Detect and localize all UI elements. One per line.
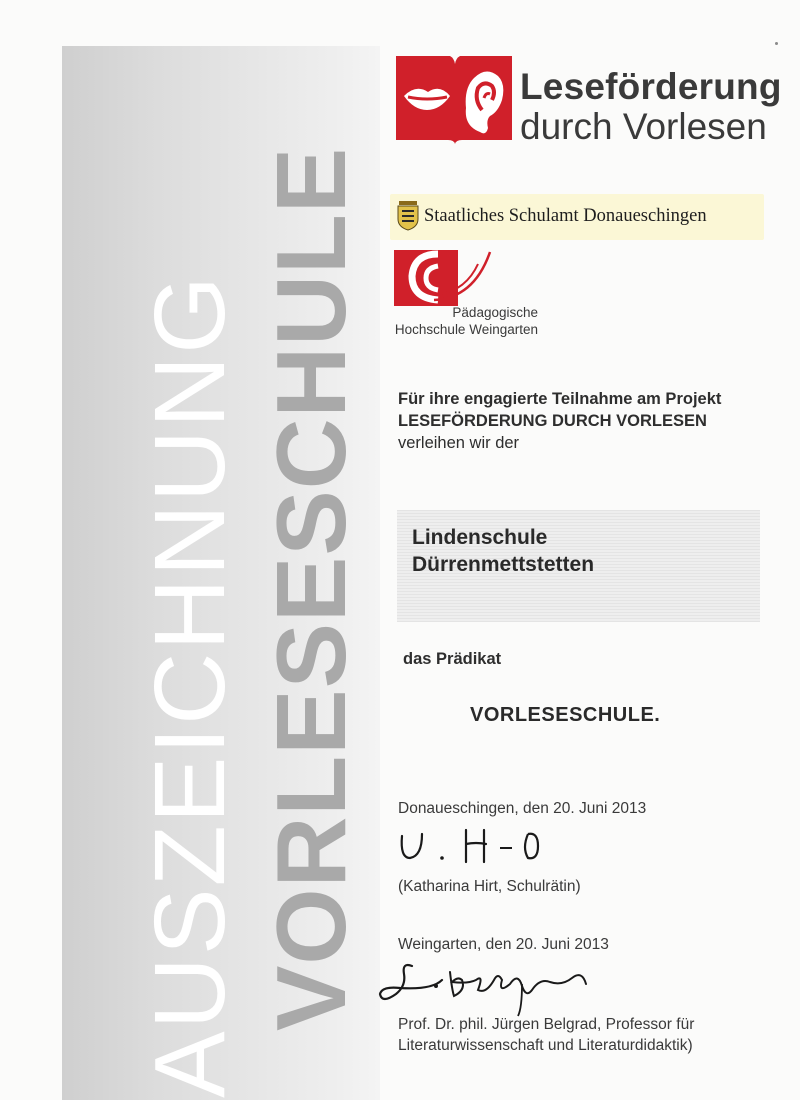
signer-2-line2: Literaturwissenschaft und Literaturdidaktik) <box>398 1037 693 1054</box>
leseforderung-logo <box>394 52 782 152</box>
lese-title-line2: durch Vorlesen <box>520 106 767 147</box>
ph-line1: Pädagogische <box>452 305 538 320</box>
signature-2-icon <box>372 950 612 1020</box>
side-title-bold: VORLESESCHULE <box>256 146 366 1031</box>
ph-weingarten-name <box>395 304 538 338</box>
scan-speck <box>775 42 778 45</box>
school-name <box>412 524 594 578</box>
side-title-band <box>62 46 380 1100</box>
place-date-1: Donaueschingen, den 20. Juni 2013 <box>398 800 647 817</box>
schulamt-name: Staatliches Schulamt Donaueschingen <box>424 206 707 226</box>
intro-line1: Für ihre engagierte Teilnahme am Projekt <box>398 390 722 408</box>
school-line2: Dürrenmettstetten <box>412 553 595 576</box>
coat-of-arms-icon <box>396 201 420 231</box>
place-date-2: Weingarten, den 20. Juni 2013 <box>398 936 609 953</box>
lese-title-line1: Leseförderung <box>520 66 782 107</box>
award-title: VORLESESCHULE. <box>470 704 661 726</box>
signer-2-line1: Prof. Dr. phil. Jürgen Belgrad, Professor für <box>398 1016 695 1033</box>
intro-text <box>398 388 721 454</box>
signer-1: (Katharina Hirt, Schulrätin) <box>398 878 581 895</box>
predicate-text: das Prädikat <box>403 650 502 668</box>
ph-line2: Hochschule Weingarten <box>394 322 538 337</box>
intro-line3: verleihen wir der <box>398 434 520 452</box>
side-title-light: AUSZEICHNUNG <box>134 273 246 1098</box>
intro-line2: LESEFÖRDERUNG DURCH VORLESEN <box>398 412 707 430</box>
book-mouth-ear-icon <box>394 52 516 144</box>
signature-1-icon <box>396 818 556 874</box>
ph-weingarten-logo-icon <box>394 246 504 310</box>
school-line1: Lindenschule <box>412 526 548 549</box>
signer-2 <box>398 1014 694 1056</box>
schulamt-banner <box>390 194 764 240</box>
